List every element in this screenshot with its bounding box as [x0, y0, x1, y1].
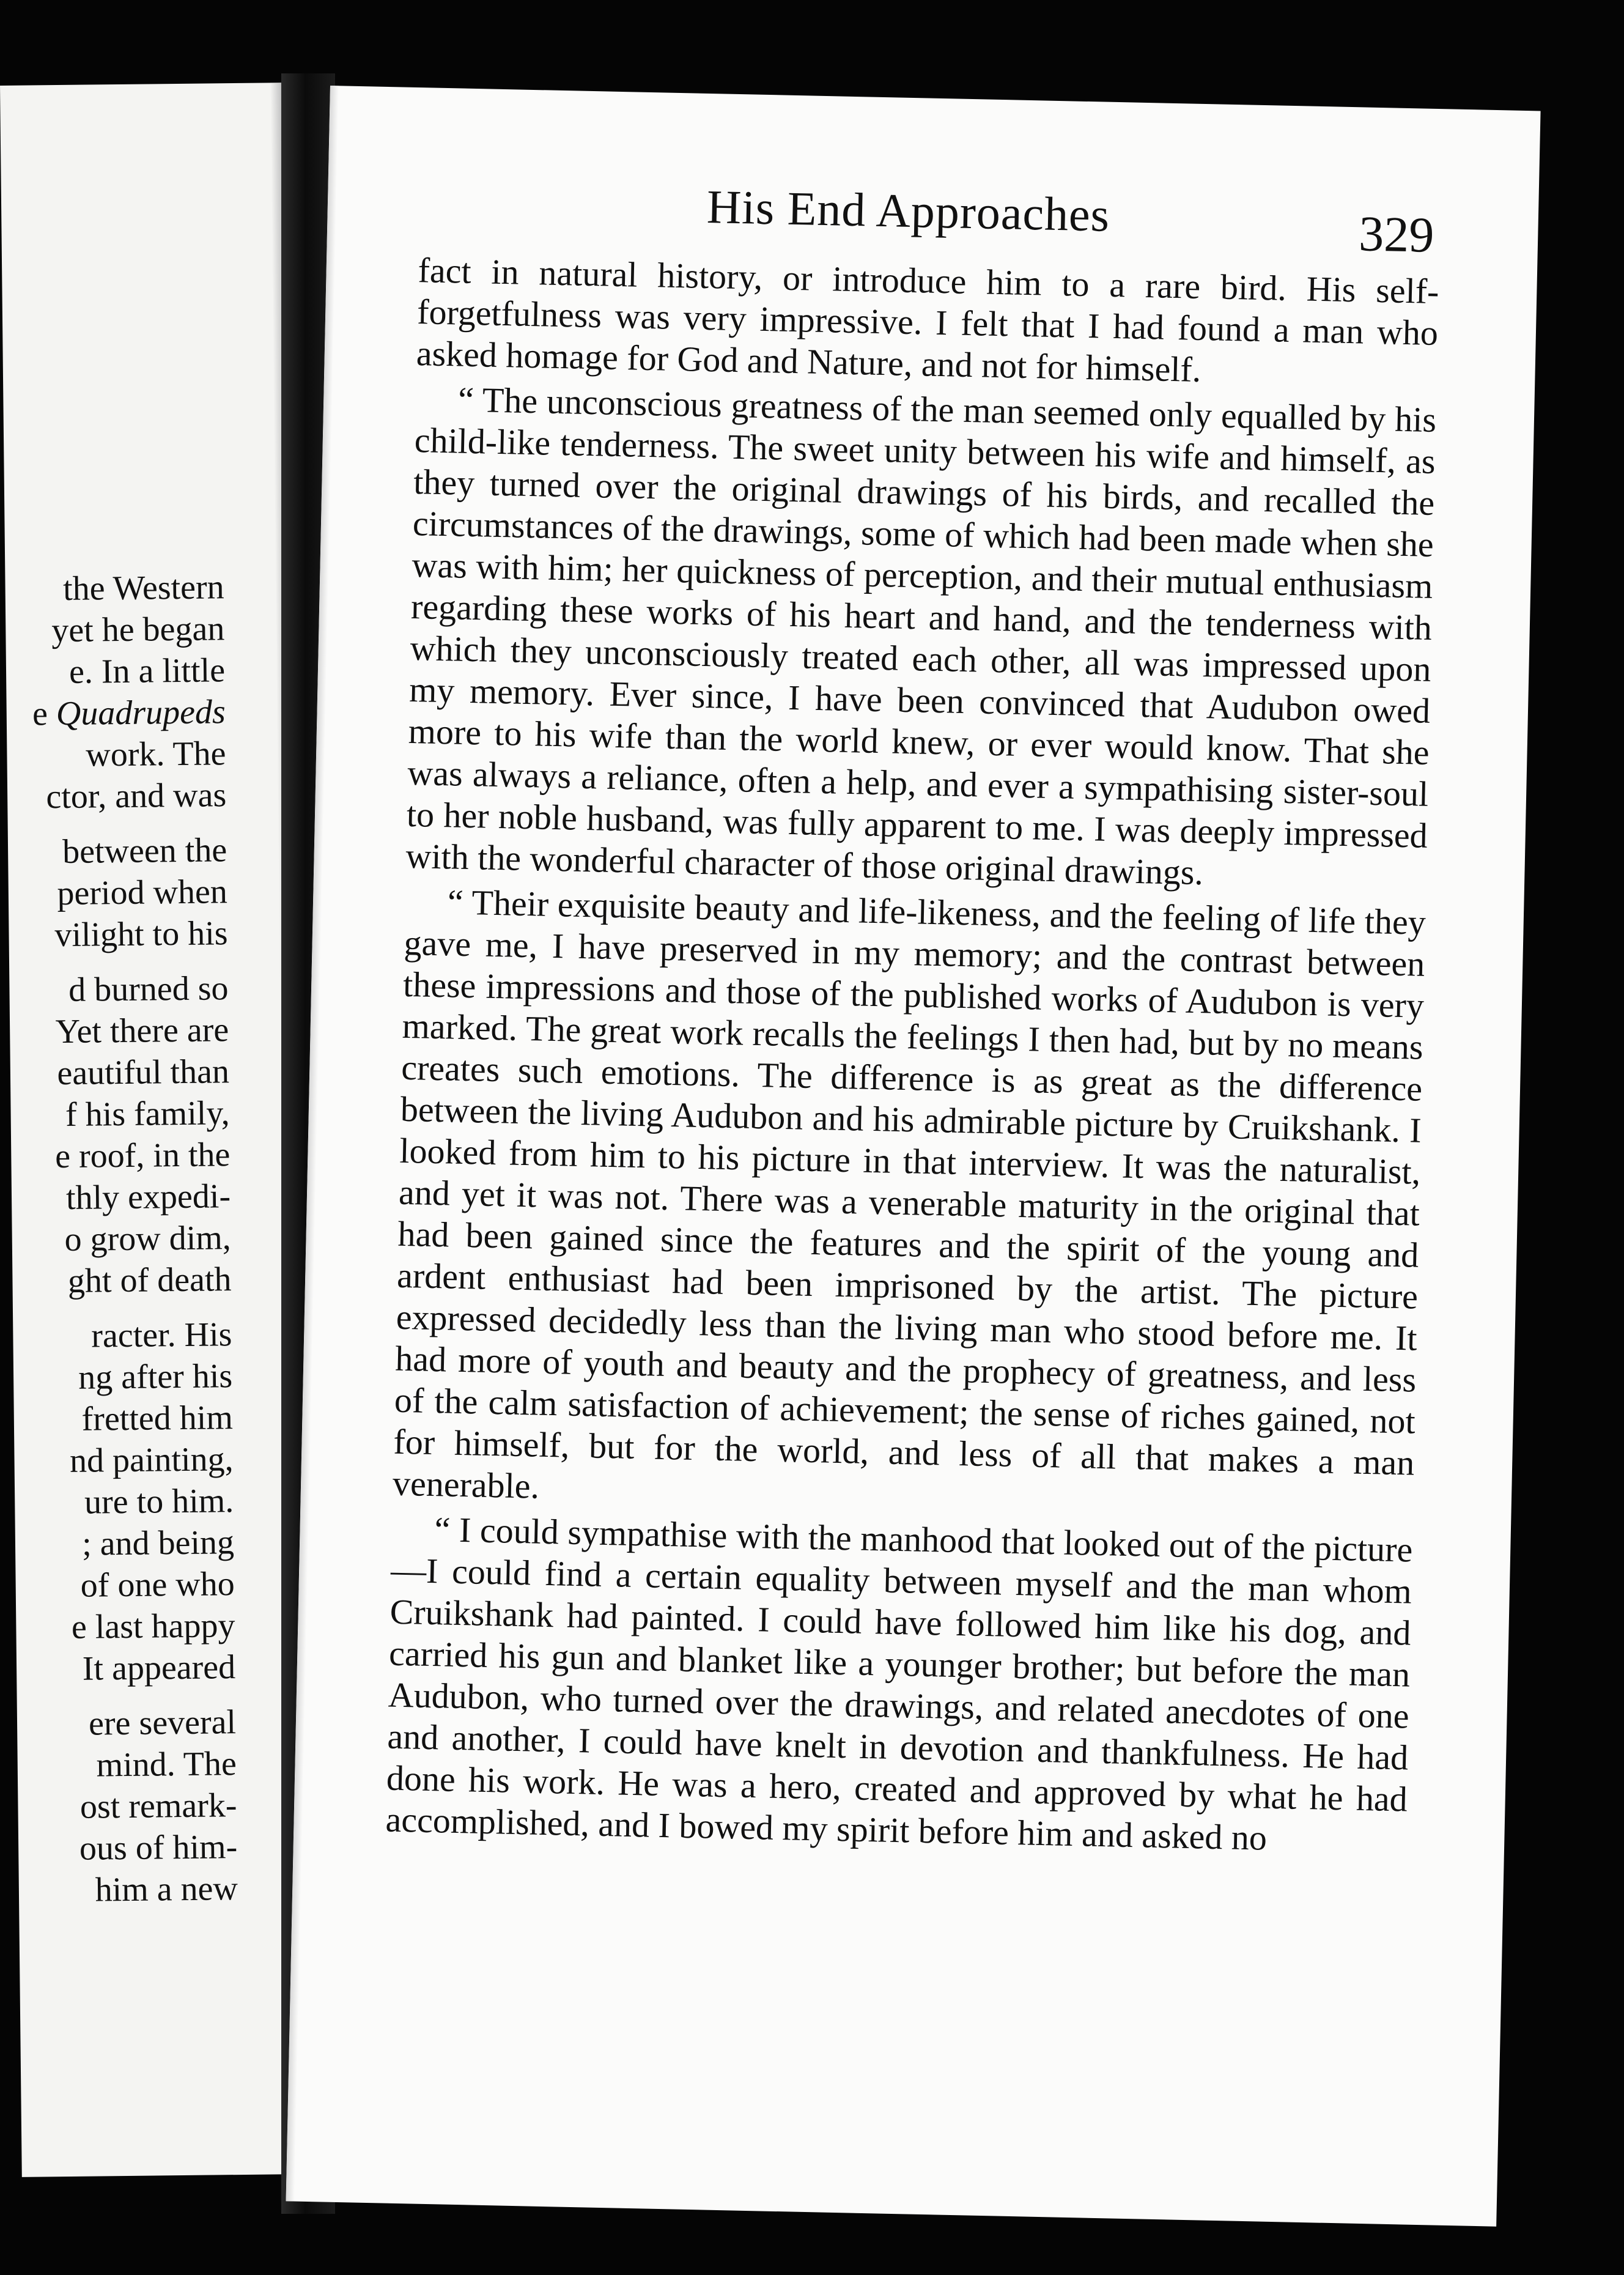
left-page-line: e. In a little: [68, 651, 226, 691]
body-text: [385, 250, 1439, 1862]
left-page-line: fretted him: [81, 1399, 234, 1438]
left-page-line: It appeared: [82, 1648, 236, 1688]
left-page-line: yet he began: [51, 610, 225, 650]
left-page-line: o grow dim,: [64, 1219, 232, 1259]
left-page-line: Yet there are: [55, 1011, 229, 1051]
left-page-line: between the: [62, 831, 227, 871]
paragraph: “ I could sympathise with the manhood that looked out of the picture—I could find a certain equality between myself and the man whom Cruikshank had painted. I could have followed him like his dog, and carried his gun and blanket like a younger brother; but before the man Audubon, who turned over the drawings, and related anecdotes of one and another, I could have knelt in devotion and thankfulness. He had done his work. He was a hero, created and approved by what he had accomplished, and I bowed my spirit before him and asked no: [385, 1509, 1413, 1858]
left-page-line: ere several: [88, 1703, 237, 1743]
left-page-line: of one who: [80, 1565, 235, 1605]
left-page-line: e last happy: [71, 1607, 235, 1646]
paragraph: “ Their exquisite beauty and life-likeness, and the feeling of life they gave me, I have preserved in my memory; and the contrast between these impressions and those of the published works of Audubon is very marked. The great work recalls the feelings I then had, but by no means creates such emotions. The difference is as great as the difference between the living Audubon and his admirable picture by Cruikshank. I looked from him to his picture in that interview. It was the naturalist, and yet it was not. There was a venerable maturity in the original that had been gained since the features and the spirit of the young and ardent enthusiast had been imprisoned by the artist. The picture expressed decidedly less than the living man who stood before me. It had more of youth and beauty and the prophecy of greatness, and less of the calm satisfaction of achievement; the sense of riches gained, not for himself, but for the world, and less of all that makes a man venerable.: [392, 882, 1427, 1506]
left-page-line: d burned so: [68, 969, 229, 1009]
left-page-line: eautiful than: [57, 1052, 230, 1093]
running-title: His End Approaches: [706, 179, 1110, 242]
left-page-line: racter. His: [90, 1315, 232, 1355]
left-page-line: ous of him-: [79, 1828, 238, 1868]
paragraph: “ The unconscious greatness of the man seemed only equalled by his child-like tenderness. The sweet unity between his wife and himself, as they turned over the original drawings of his birds, and recalled the circumstances of the drawings, some of which had been made when she was with him; her quickness of perception, and their mutual enthusiasm regarding these works of his heart and hand, and the tenderness with which they unconsciously treated each other, all was impressed upon my memory. Ever since, I have been convinced that Audubon owed more to his wife than the world knew, or ever would know. That she was always a reliance, often a help, and ever a sympathising sister-soul to her noble husband, was fully apparent to me. I was deeply impressed with the wonderful character of those original drawings.: [405, 379, 1437, 893]
left-page-line: e roof, in the: [54, 1136, 231, 1176]
left-page-line: the Western: [62, 568, 224, 608]
left-page-line: period when: [57, 873, 228, 913]
left-page-line: work. The: [86, 734, 226, 774]
left-page-line: him a new: [95, 1870, 238, 1909]
right-page: [286, 86, 1541, 2227]
left-page-line: nd painting,: [69, 1440, 234, 1480]
left-page-line: ure to him.: [84, 1482, 234, 1522]
left-page-line: e Quadrupeds: [32, 693, 226, 733]
left-page-line: ng after his: [78, 1357, 233, 1397]
left-page-line: ost remark-: [79, 1786, 237, 1826]
paragraph: fact in natural history, or introduce him to a rare bird. His self-forgetfulness was very impressive. I felt that I had found a man who asked homage for God and Nature, and not for himself.: [416, 250, 1440, 390]
left-page-line: vilight to his: [54, 914, 228, 955]
left-page-line: ctor, and was: [46, 776, 227, 816]
italic-title: Quadrupeds: [56, 693, 226, 733]
left-page-line: ; and being: [81, 1523, 235, 1563]
left-page-line: mind. The: [96, 1745, 237, 1785]
left-page-line: thly expedi-: [65, 1177, 231, 1217]
left-page: [0, 83, 308, 2177]
left-page-line: f his family,: [65, 1094, 230, 1134]
page-number: 329: [1358, 205, 1435, 263]
left-page-line: ght of death: [67, 1260, 232, 1300]
